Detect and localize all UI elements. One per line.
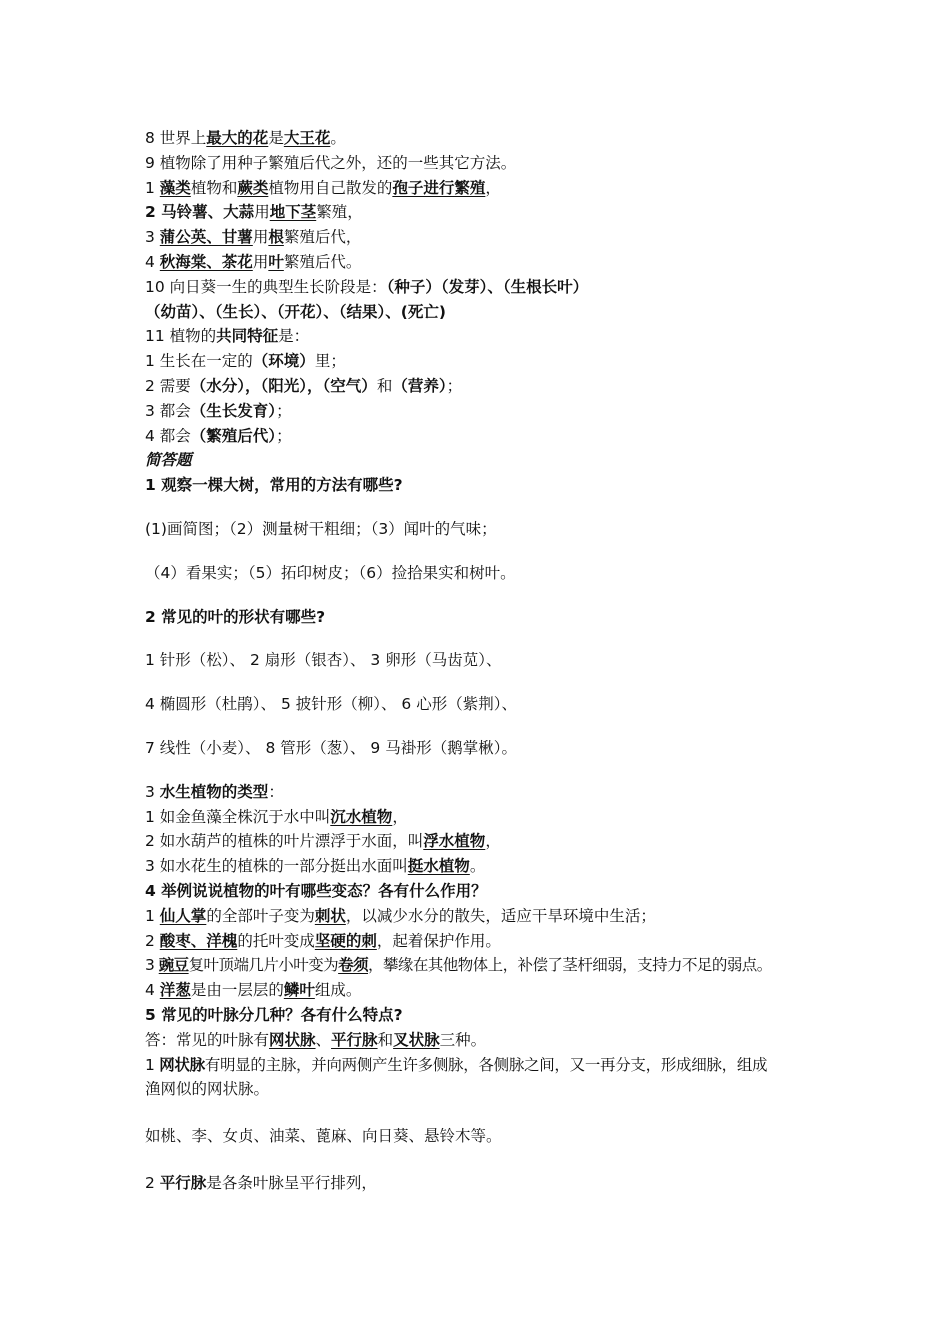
text-run: 洋葱: [159, 981, 191, 1000]
text-line: [145, 176, 825, 201]
text-run: 3: [145, 782, 160, 801]
text-line: [145, 648, 825, 673]
text-run: 渔网似的网状脉。: [145, 1080, 270, 1099]
text-run: ，攀缘在其他物体上，补偿了茎杆细弱，支持力不足的弱点。: [368, 956, 772, 975]
text-run: 坚硬的刺: [314, 931, 377, 950]
text-run: 4: [145, 252, 160, 271]
text-run: 鳞叶: [283, 981, 315, 1000]
question-heading: [145, 473, 825, 498]
text-run: 1: [145, 1055, 160, 1074]
text-run: （环境）: [252, 352, 315, 371]
text-run: 如桃、李、女贞、油菜、蓖麻、向日葵、悬铃木等。: [145, 1127, 502, 1146]
text-run: 秋海棠、茶花: [159, 252, 253, 271]
text-line: [145, 424, 825, 449]
text-run: （种子）（发芽）、（生根长叶）: [386, 277, 589, 296]
text-run: 3 都会: [145, 401, 191, 420]
text-line: [145, 517, 825, 542]
text-line: [145, 324, 825, 349]
text-line: [145, 374, 825, 399]
text-line: [145, 151, 825, 176]
text-run: 里；: [314, 352, 346, 371]
text-run: 浮水植物: [423, 832, 486, 851]
question-heading: [145, 780, 825, 805]
text-run: 蕨类: [237, 178, 269, 197]
text-run: 9 植物除了用种子繁殖后代之外，还的一些其它方法。: [145, 153, 517, 172]
text-run: 平行脉: [331, 1030, 378, 1049]
text-run: 5 常见的叶脉分几种？各有什么特点?: [145, 1005, 403, 1024]
text-line: [145, 349, 825, 374]
text-run: 简答题: [145, 451, 192, 470]
text-run: 叉状脉: [393, 1030, 440, 1049]
text-line: [145, 904, 825, 929]
text-run: （繁殖后代）: [190, 426, 277, 445]
text-run: 和: [377, 1030, 394, 1049]
text-run: （营养）: [392, 376, 447, 395]
text-line: [145, 275, 825, 300]
text-line: [145, 300, 825, 325]
text-run: 大王花: [283, 129, 331, 147]
text-run: （水分），（阳光），（空气）: [190, 376, 377, 395]
text-run: 10 向日葵一生的典型生长阶段是：: [145, 277, 387, 296]
text-line: [145, 200, 825, 225]
text-run: 酸枣、洋槐: [159, 931, 238, 950]
text-run: 3: [145, 956, 159, 975]
text-run: 沉水植物: [330, 807, 393, 826]
text-run: 1 针形（松）、 2 扇形（银杏）、 3 卵形（马齿苋）、: [145, 651, 502, 670]
question-heading: [145, 1003, 825, 1028]
text-line: [145, 250, 825, 275]
text-run: 7 线性（小麦）、 8 管形（葱）、 9 马褂形（鹅掌楸）。: [145, 738, 517, 757]
text-line: [145, 1171, 825, 1196]
text-run: 网状脉: [269, 1030, 316, 1049]
question-heading: [145, 605, 825, 630]
text-run: 3: [145, 228, 160, 247]
text-line: [145, 736, 825, 761]
text-line: [145, 692, 825, 717]
text-run: 网状脉: [159, 1055, 205, 1074]
text-run: 平行脉: [159, 1173, 207, 1192]
text-run: 是：: [278, 327, 310, 346]
text-run: 水生植物的类型: [159, 782, 269, 801]
text-run: ，: [485, 178, 501, 197]
text-run: 组成。: [314, 981, 362, 1000]
text-run: (1)画简图；（2）测量树干粗细；（3）闻叶的气味；: [145, 519, 497, 538]
text-run: ，以减少水分的散失，适应干旱环境中生活；: [345, 906, 656, 925]
text-run: ，: [392, 807, 408, 826]
text-line: [145, 399, 825, 424]
text-line: [145, 929, 825, 954]
text-line: [145, 1124, 825, 1149]
text-run: 。: [330, 129, 346, 147]
text-run: 2: [145, 1173, 160, 1192]
text-run: 用: [252, 228, 269, 247]
text-run: 仙人掌: [159, 906, 207, 925]
text-run: 根: [268, 228, 284, 247]
question-heading: [145, 879, 825, 904]
text-line: [145, 561, 825, 586]
text-run: ；: [276, 426, 292, 445]
text-line: [145, 126, 825, 151]
text-run: （幼苗）、（生长）、（开花）、（结果）、(死亡): [145, 302, 446, 321]
text-run: 的全部叶子变为: [206, 906, 315, 925]
text-run: 复叶顶端几片小叶变为: [188, 956, 339, 975]
text-run: 豌豆: [158, 956, 189, 975]
text-run: 刺状: [314, 906, 346, 925]
text-run: ，起着保护作用。: [376, 931, 501, 950]
text-run: 2 如水葫芦的植株的叶片漂浮于水面，叫: [145, 832, 424, 851]
text-line: [145, 854, 825, 879]
text-run: 植物用自己散发的: [268, 178, 393, 197]
text-run: 2: [145, 931, 160, 950]
text-run: 2 常见的叶的形状有哪些?: [145, 607, 326, 626]
text-run: 4 都会: [145, 426, 191, 445]
text-line: [145, 1077, 825, 1102]
text-run: 用: [254, 203, 270, 222]
text-run: 叶: [268, 252, 284, 271]
text-line: [145, 1053, 825, 1078]
text-run: 4 举例说说植物的叶有哪些变态？各有什么作用？: [145, 881, 487, 900]
section-heading: [145, 448, 825, 473]
text-run: ：: [268, 782, 284, 801]
text-run: 。: [469, 857, 486, 876]
text-line: [145, 978, 825, 1003]
text-run: 共同特征: [216, 327, 279, 346]
text-run: 用: [252, 252, 269, 271]
text-run: ，: [485, 832, 501, 851]
text-run: 答：常见的叶脉有: [145, 1030, 270, 1049]
text-run: 2 需要: [145, 376, 191, 395]
text-run: 繁殖，: [316, 203, 363, 222]
text-line: [145, 829, 825, 854]
text-run: 有明显的主脉，并向两侧产生许多侧脉，各侧脉之间，又一再分支，形成细脉，组成: [204, 1055, 768, 1074]
text-run: 1: [145, 906, 160, 925]
text-run: ；: [446, 376, 463, 395]
text-line: [145, 805, 825, 830]
text-run: 2 马铃薯、大蒜: [145, 203, 255, 222]
text-run: 1 观察一棵大树，常用的方法有哪些?: [145, 476, 403, 495]
text-line: [145, 1028, 825, 1053]
text-run: 孢子进行繁殖: [392, 178, 486, 197]
text-run: 、: [315, 1030, 332, 1049]
text-run: 和: [376, 376, 393, 395]
text-run: （4）看果实；（5）拓印树皮；（6）捡拾果实和树叶。: [145, 563, 516, 582]
text-run: 11 植物的: [145, 327, 217, 346]
text-run: ；: [276, 401, 292, 420]
text-run: 卷须: [338, 956, 369, 975]
text-line: [145, 225, 825, 250]
text-run: 1: [145, 178, 160, 197]
text-run: 是由一层层的: [190, 981, 284, 1000]
text-run: 1 如金鱼藻全株沉于水中叫: [145, 807, 331, 826]
text-run: 繁殖后代。: [283, 252, 362, 271]
text-run: 3 如水花生的植株的一部分挺出水面叫: [145, 857, 408, 876]
text-run: 4 椭圆形（杜鹃）、 5 披针形（柳）、 6 心形（紫荆）、: [145, 695, 517, 714]
text-run: 是: [268, 129, 284, 147]
text-run: 的托叶变成: [237, 931, 315, 950]
text-run: 挺水植物: [407, 857, 470, 876]
text-run: 植物和: [190, 178, 238, 197]
text-run: 藻类: [159, 178, 191, 197]
text-run: 三种。: [439, 1030, 487, 1049]
text-run: 地下茎: [269, 203, 317, 222]
text-run: 8 世界上: [145, 129, 207, 147]
text-run: 繁殖后代，: [283, 228, 362, 247]
text-line: [145, 953, 825, 978]
text-run: 4: [145, 981, 160, 1000]
document-body: [145, 126, 825, 1196]
text-run: 最大的花: [206, 129, 269, 147]
text-run: （生长发育）: [190, 401, 277, 420]
text-run: 蒲公英、甘薯: [159, 228, 253, 247]
text-run: 是各条叶脉呈平行排列，: [206, 1173, 377, 1192]
text-run: 1 生长在一定的: [145, 352, 253, 371]
